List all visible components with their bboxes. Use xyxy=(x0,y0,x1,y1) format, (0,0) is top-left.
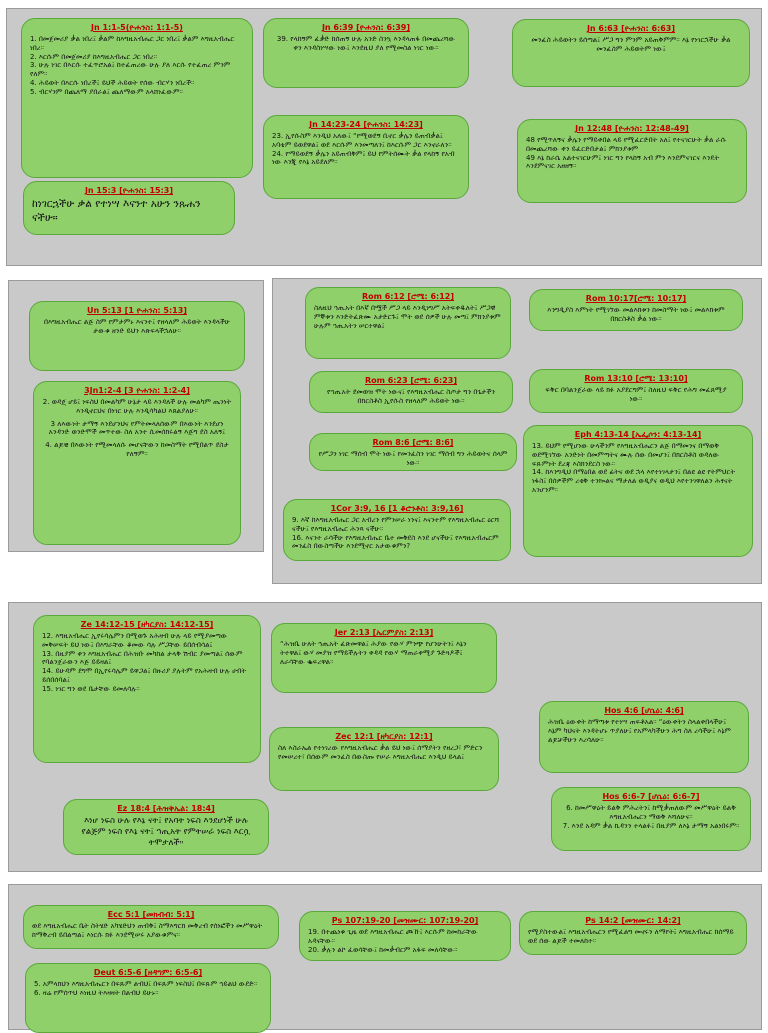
verse-line: እንግዲያስ እምነት የሚገኘው መልእክቱን ከመስማት ነው፤ መልእክቱም በክርስቶስ ቃል ነው። xyxy=(547,306,725,323)
verse-text xyxy=(280,640,488,666)
verse-line: 5. አምላክህን እግዚአብሔርን በፍጹም ልብህ፤ በፍጹም ነፍስህ፤ በፍጹም ኀይልህ ውደድ። xyxy=(34,980,258,988)
verse-card xyxy=(25,963,271,1033)
verse-card xyxy=(309,371,513,413)
verse-card xyxy=(269,727,499,791)
verse-line: 6. ከመሥዋዕት ይልቅ ምሕረትን፤ ከሚቃጠለውም መሥዋዕት ይልቅ እግዚአብሔርን ማወቅ እሻለሁና። xyxy=(566,804,736,821)
verse-text xyxy=(42,632,252,693)
verse-line: 1. በመጀመሪያ ቃል ነበረ፤ ቃልም ከእግዚአብሔር ጋር ነበረ፤ ቃልም እግዚአብሔር ነበረ። xyxy=(30,35,235,52)
verse-text xyxy=(528,928,738,946)
verse-reference: Eph 4:13-14 [ኤፌሶን: 4:13-14] xyxy=(574,430,702,439)
verse-text xyxy=(32,198,226,225)
verse-text xyxy=(560,804,742,830)
verse-reference: Ps 107:19-20 [መዝሙር: 107:19-20] xyxy=(331,916,479,925)
verse-line: በእግዚአብሔር ልጅ ስም የምታምኑ እናንተ፤ የዘላለም ሕይወት እንዳላችሁ ታውቁ ዘንድ ይህን እጽፍላችኋለሁ። xyxy=(43,318,231,335)
verse-text xyxy=(521,36,741,54)
verse-card xyxy=(21,18,253,178)
verse-card xyxy=(305,287,511,359)
verse-line: መንፈስ ሕይወትን ይሰጣል፤ ሥጋ ግን ምንም አይጠቅምም። እኔ የነገርኋችሁ ቃል መንፈስም ሕይወትም ነው፤ xyxy=(531,36,731,53)
verse-reference: Hos 6:6-7 [ሆሴዕ: 6:6-7] xyxy=(602,792,700,801)
verse-reference: Ze 14:12-15 [ዘካርያስ: 14:12-15] xyxy=(80,620,214,629)
verse-line: ስለ እስራኤል የተነገረው የእግዚአብሔር ቃል ይህ ነው፤ ሰማያትን የዘረጋ፣ ምድርን የመሠረተ፣ በሰውም መንፈስ በውስጡ የሠራ እግዚአብሔር እንዲህ ይላል፤ xyxy=(278,744,483,761)
verse-reference: Ecc 5:1 [መክብብ: 5:1] xyxy=(107,910,195,919)
verse-text xyxy=(32,922,270,940)
verse-card xyxy=(539,701,749,773)
verse-line: 7. እንደ አዳም ቃል ኪዳንን ተላልፉ፤ በዚያም ለእኔ ታማኝ አልነበሩም። xyxy=(562,821,740,830)
verse-card xyxy=(529,369,743,413)
verse-line: 12. እግዚአብሔር ኢየሩሳሌምን በሚወጉ አሕዛብ ሁሉ ላይ የሚያመጣው መቅሠፍት ይህ ነው፤ በእግራቸው ቆመው ሳሉ ሥጋቸው ይበሰብሳል፤ xyxy=(42,632,228,649)
verse-reference: Jn 14:23-24 [ዮሐንስ: 14:23] xyxy=(309,120,423,129)
verse-reference: Jn 12:48 [ዮሐንስ: 12:48-49] xyxy=(575,124,689,133)
verse-text xyxy=(292,516,502,551)
verse-card xyxy=(33,615,261,763)
verse-line: 19. በተጨነቁ ጊዜ ወደ እግዚአብሔር ጮኹ፤ እርሱም ከመከራቸው አዳናቸው። xyxy=(308,928,478,945)
verse-card xyxy=(523,425,753,557)
verse-line: 3 ለእውነት ታማኝ እንደሆንህና የምትመላለሰውም በእውነት እንደሆነ አንዳንድ ወንድሞች መጥተው ስለ አንተ ሲመሰክሩልኝ እጅግ ደስ አለኝ፤ xyxy=(48,419,226,437)
verse-line: 3. ሁሉ ነገር በእርሱ ተፈጥሮአል፤ ከተፈጠረው ሁሉ ያለ እርሱ የተፈጠረ ምንም የለም። xyxy=(30,61,231,78)
verse-panel-2b xyxy=(272,278,762,584)
verse-text xyxy=(272,35,460,53)
verse-line: ፍቅር በባልንጀራው ላይ ክፉ አያደርግም፤ ስለዚህ ፍቅር የሕግ መፈጸሚያ ነው። xyxy=(545,386,727,403)
verse-reference: Zec 12:1 [ዘካርያስ: 12:1] xyxy=(335,732,433,741)
verse-card xyxy=(23,905,279,949)
verse-text xyxy=(34,980,262,998)
verse-text xyxy=(318,450,508,468)
verse-reference: Ez 18:4 [ሕዝቅኤል: 18:4] xyxy=(117,804,215,813)
verse-reference: Rom 6:12 [ሮሜ: 6:12] xyxy=(361,292,455,301)
verse-line: የሥጋን ነገር ማሰብ ሞት ነው፤ የመንፈስን ነገር ማሰብ ግን ሕይወትና ሰላም ነው። xyxy=(318,450,508,467)
verse-card xyxy=(263,18,469,88)
verse-panel-2a xyxy=(8,280,264,552)
verse-card xyxy=(299,911,511,961)
verse-line: 5. ብርሃንም በጨለማ ያበራል፤ ጨለማውም አላሸነፈውም። xyxy=(30,87,183,96)
verse-line: 13. ይህም የሚሆነው ሁላችንም የእግዚአብሔርን ልጅ በማመንና በማወቅ ወደሚገኘው አንድነት በመምጣትና ሙሉ ሰው በመሆን፤ በክርስቶስ ወዳለው ፍጹምነት ደረጃ እስክንደርስ ነው። xyxy=(532,442,720,468)
verse-panel-4 xyxy=(8,884,762,1030)
verse-reference: 1Cor 3:9, 16 [1 ቆሮንቶስ: 3:9,16] xyxy=(330,504,464,513)
verse-line: 9. እኛ ከእግዚአብሔር ጋር አብረን የምንሠራ ነንና፤ እናንተም የእግዚአብሔር ዕርሻ ናችሁ፤ የእግዚአብሔር ሕንጻ ናችሁ። xyxy=(292,516,500,533)
verse-reference: 3Jn1:2-4 [3 ዮሐንስ: 1:2-4] xyxy=(84,386,190,395)
verse-reference: Hos 4:6 [ሆሴዕ: 4:6] xyxy=(604,706,684,715)
verse-text xyxy=(538,306,734,324)
verse-reference: Jn 15:3 [ዮሐንስ: 15:3] xyxy=(84,186,174,195)
verse-reference: Jn 6:39 [ዮሐንስ: 6:39] xyxy=(321,23,411,32)
verse-text xyxy=(526,136,738,171)
verse-text xyxy=(272,132,460,167)
verse-line: 14. ከእንግዲህ በማዕበል ወደ ፊትና ወደ ኋላ እየተነገላታን፤ በልዩ ልዩ የትምህርት ነፋስ፤ በሰዎችም ረቂቅ ተንኰልና ማታለል ወዲያና ወዲህ እየተንገዋለልን ሕፃናት አንሆንም። xyxy=(532,468,736,494)
verse-line: 14. ይሁዳም ደግሞ በኢየሩሳሌም ይዋጋል፤ በዙሪያ ያሉትም የአሕዛብ ሁሉ ሀብት ይሰበሰባል፤ xyxy=(42,667,247,684)
verse-reference: Rom 13:10 [ሮሜ: 13:10] xyxy=(584,374,688,383)
verse-line: 4. ሕይወት በእርሱ ነበረች፤ ይህች ሕይወት የሰው ብርሃን ነበረች። xyxy=(30,78,195,87)
verse-card xyxy=(519,911,747,955)
verse-text xyxy=(538,386,734,404)
verse-line: 6. ዛሬ የምሰጥህ እነዚህ ትእዛዛት በልብህ ይሁኑ። xyxy=(34,988,159,997)
verse-line: ሕዝቤ ዕውቀት ከማጣቱ የተነሣ ጠፍቶአል። “ዕውቀትን ስላልቀበላችሁ፤ እኔም ካህናት እንዳትሆኑ ጥያለሁ፤ የአምላካችሁን ሕግ ስለ ረሳችሁ፤ እኔም ልጆቻችሁን እረሳለሁ። xyxy=(548,718,731,744)
verse-line: ስለዚህ ኀጢአት በእኛ በሟች ሥጋ ላይ እንዲነግሥ አትፍቀዱለት፤ ሥጋዊ ምኞቱን እንድትፈጽሙ አታድርጉ፤ ሞት ወደ ሰዎች ሁሉ መጣ፤ ምክንያቱም ሁሉም ኀጢአትን ሠርተዋል፤ xyxy=(314,304,501,330)
verse-reference: Jn 6:63 [ዮሐንስ: 6:63] xyxy=(586,24,676,33)
verse-line: 49 እኔ ከራሴ አልተናገርሁም፤ ነገር ግን የላከኝ አብ ምን እንደምናገርና እንዴት እንደምናገር አዘዘኝ። xyxy=(526,153,720,171)
verse-line: 15. ነገር ግን ወደ ቤታቸው ይመለሳሉ። xyxy=(42,684,140,693)
verse-text xyxy=(30,35,244,96)
verse-line: 2. ወዳጄ ሆይ፤ ነፍስህ በመልካም ሁኔታ ላይ እንዳለች ሁሉ መልካም ጤንነት እንዲኖርህና በነገር ሁሉ እንዲሳካልህ እጸልያለሁ። xyxy=(42,398,232,415)
verse-line: 20. ቃሉን ልኮ ፈወሳቸው፤ ከመቃብርም አፋፍ መለሳቸው። xyxy=(308,945,458,954)
verse-text xyxy=(42,398,232,459)
verse-text xyxy=(72,816,260,849)
verse-text xyxy=(308,928,502,954)
verse-line: 2. እርሱም በመጀመሪያ ከእግዚአብሔር ጋር ነበረ። xyxy=(30,52,157,61)
verse-card xyxy=(517,119,747,203)
verse-panel-1 xyxy=(6,8,762,266)
verse-line: 4. ልጆቼ በእውነት የሚመላለሱ መሆናቸውን ከመስማት የሚበልጥ ደስታ የለኝም። xyxy=(45,441,229,458)
verse-line: 48 የሚጥለኝና ቃሌን የማይቀበል ላይ የሚፈርድበት አለ፤ የተናገርሁት ቃል ራሱ በመጨረሻው ቀን ይፈርድበታል፤ ምክንያቱም xyxy=(526,136,727,153)
verse-reference: Un 5:13 [1 ዮሐንስ: 5:13] xyxy=(87,306,187,315)
verse-line: እነሆ ነፍስ ሁሉ የእኔ ናት፤ የአባት ነፍስ እንደሆነች ሁሉ የልጅም ነፍስ የእኔ ናት፤ ኀጢአት የምትሠራ ነፍስ እርሷ ትሞታለች። xyxy=(81,816,251,849)
verse-card xyxy=(512,19,750,87)
verse-card xyxy=(529,289,743,331)
verse-reference: Jn 1:1-5(ዮሐንስ: 1:1-5) xyxy=(91,23,183,32)
verse-text xyxy=(532,442,744,495)
verse-card xyxy=(33,381,241,545)
verse-text xyxy=(314,304,502,330)
verse-card xyxy=(29,301,245,371)
verse-line: “ሕዝቤ ሁለት ኀጢአት ፈጽመዋል፤ ሕያው የውሃ ምንጭ የሆንሁትን፤ እኔን ትተዋል፤ ውሃ መያዝ የማይችሉትን ቀዳዳ የውሃ ማጠራቀሚያ ጉድጓዶች፤ ለራሳቸው ቈፍረዋል። xyxy=(280,640,467,666)
verse-reference: Jer 2:13 [ኤርምያስ: 2:13] xyxy=(334,628,434,637)
verse-line: ወደ እግዚአብሔር ቤት ስትሄድ አካሄድህን ጠብቅ፤ ስማእግርክ መቅረብ የሰነፎችን መሥዋዕት ከማቅረብ ይበልጣል፤ እነርሱ ክፉ እንደሚሠሩ አያውቁምና። xyxy=(32,922,263,939)
verse-line: 39. የላከኝም ፈቃድ ከሰጠኝ ሁሉ አንድ ስንኳ እንዳላጠፋ በመጨረሻው ቀን እንዳስነሣው ነው፤ እንደዚህ ያለ የሚመስል ነገር ነው። xyxy=(276,35,456,52)
verse-text xyxy=(278,744,490,762)
verse-card xyxy=(271,623,497,693)
verse-card xyxy=(263,115,469,199)
verse-card xyxy=(23,181,235,235)
verse-text xyxy=(548,718,740,744)
verse-line: የኀጢአት ደመወዝ ሞት ነውና፤ የእግዚአብሔር ስጦታ ግን በጌታችን በክርስቶስ ኢየሱስ የዘላለም ሕይወት ነው። xyxy=(327,388,495,405)
verse-reference: Rom 8:6 [ሮሜ: 8:6] xyxy=(372,438,454,447)
verse-line: የሚያስተውል፤ እግዚአብሔርን የሚፈልግ መኖሩን ለማየት፤ እግዚአብሔር ከሰማይ ወደ ሰው ልጆች ተመለከተ። xyxy=(528,928,734,945)
verse-line: 13. በዚያም ቀን እግዚአብሔር በሕዝቡ መካከል ታላቅ ሽብር ያመጣል፤ ሰውም የባልንጀራውን እጅ ይይዛል፤ xyxy=(42,649,243,667)
verse-card xyxy=(63,799,269,855)
verse-reference: Ps 14:2 [መዝሙር: 14:2] xyxy=(585,916,681,925)
verse-text xyxy=(318,388,504,406)
verse-line: 24. የማይወደኝ ቃሌን አይጠብቅም፤ ይህ የምትሰሙት ቃል የላከኝ የአብ ነው እንጂ የእኔ አይደለም። xyxy=(272,149,455,167)
verse-card xyxy=(283,499,511,561)
verse-text xyxy=(38,318,236,336)
verse-panel-3 xyxy=(8,602,762,872)
verse-card xyxy=(551,787,751,851)
verse-line: ከነገርኋችሁ ቃል የተነሣ እናንተ አሁን ንጹሐን ናችሁ። xyxy=(32,198,201,224)
verse-line: 23. ኢየሱስም እንዲህ አለው፤ “የሚወደኝ ቢኖር ቃሌን ይጠብቃል፤ አባቴም ይወደዋል፤ ወደ እርሱም እንመጣለን፤ ከእርሱም ጋር እንኖራለን። xyxy=(272,132,452,149)
verse-reference: Rom 10:17[ሮሜ: 10:17] xyxy=(585,294,687,303)
verse-reference: Deut 6:5-6 [ዘዳግም: 6:5-6] xyxy=(93,968,203,977)
verse-line: 16. እናንተ ራሳችሁ የእግዚአብሔር ቤተ መቅደስ እንደ ሆናችሁ፤ የእግዚአብሔርም መንፈስ በውስጣችሁ እንደሚኖር አታውቁምን? xyxy=(292,533,499,551)
verse-reference: Rom 6:23 [ሮሜ: 6:23] xyxy=(364,376,458,385)
verse-card xyxy=(309,433,517,471)
